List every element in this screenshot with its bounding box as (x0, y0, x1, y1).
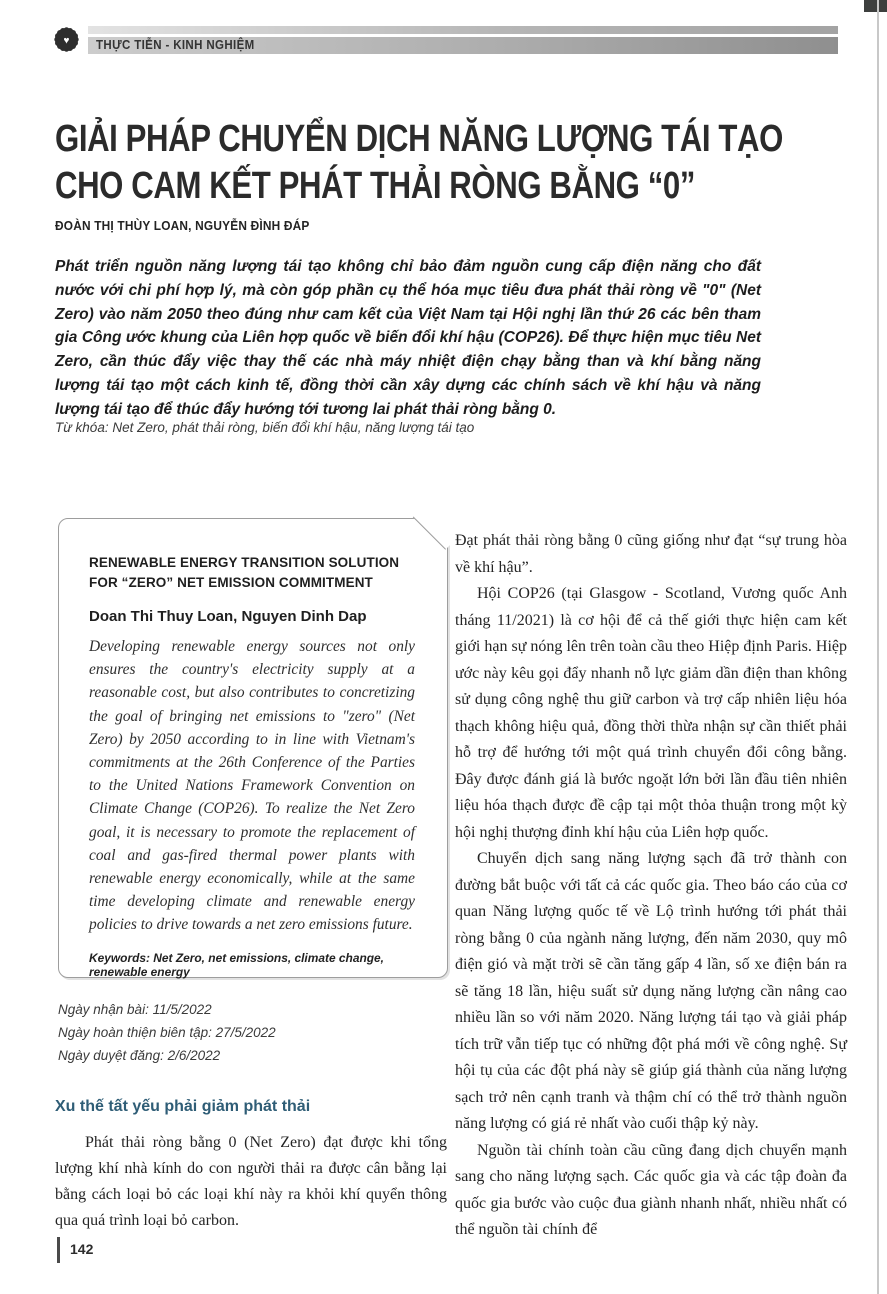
body-paragraph: Phát thải ròng bằng 0 (Net Zero) đạt được khi tổng lượng khí nhà kính do con người thải ra được cân bằng lại bằng cách loại bỏ các loại khí này ra khỏi khí quyển thông qua quá trình loại bỏ carbon. (55, 1134, 447, 1229)
article-title (55, 116, 783, 210)
date-received: Ngày nhận bài: 11/5/2022 (58, 1002, 212, 1017)
body-paragraph: Đạt phát thải ròng bằng 0 cũng giống như đạt “sự trung hòa về khí hậu”. (455, 532, 847, 576)
left-column-body (55, 1130, 447, 1234)
section-tagline: THỰC TIỄN - KINH NGHIỆM (96, 38, 255, 52)
svg-text:♥: ♥ (63, 35, 70, 47)
article-authors: ĐOÀN THỊ THÙY LOAN, NGUYỄN ĐÌNH ĐÁP (55, 219, 310, 233)
english-abstract-title (89, 553, 415, 593)
scan-edge-dark-corner (864, 0, 887, 12)
article-title-line1: GIẢI PHÁP CHUYỂN DỊCH NĂNG LƯỢNG TÁI TẠO (55, 118, 783, 160)
right-column-body (455, 528, 847, 1244)
body-paragraph: Chuyển dịch sang năng lượng sạch đã trở thành con đường bắt buộc với tất cả các quốc gia. Theo báo cáo của cơ quan Năng lượng quốc tế về Lộ trình hướng tới phát thải ròng bằng 0 của ngành năng lượng, đến năm 2030, quy mô điện gió và mặt trời sẽ cần tăng gấp 4 lần, số xe điện bán ra sẽ tăng 18 lần, hiệu suất sử dụng năng lượng cần nâng cao nhiều lần so với năm 2020. Năng lượng tái tạo và giải pháp tích trữ vẫn tiếp tục có những đột phá mới về công nghệ. Sự hội tụ của các đột phá này sẽ giúp giá thành của năng lượng sạch trở nên cạnh tranh và thậm chí có thể trở thành nguồn năng lượng có giá rẻ nhất vào cuối thập kỷ này. (455, 850, 847, 1132)
date-revised: Ngày hoàn thiện biên tập: 27/5/2022 (58, 1025, 276, 1040)
english-abstract-authors: Doan Thi Thuy Loan, Nguyen Dinh Dap (89, 608, 367, 625)
submission-dates (58, 998, 276, 1067)
abstract-vietnamese: Phát triển nguồn năng lượng tái tạo không chỉ bảo đảm nguồn cung cấp điện năng cho đất nước với chi phí hợp lý, mà còn góp phần cụ thể hóa mục tiêu đưa phát thải ròng về "0" (Net Zero) vào năm 2050 theo đúng như cam kết của Việt Nam tại Hội nghị lần thứ 26 các bên tham gia Công ước khung của Liên hợp quốc về biến đổi khí hậu (COP26). Để thực hiện mục tiêu Net Zero, cần thúc đẩy việc thay thế các nhà máy nhiệt điện chạy bằng than và khí bằng năng lượng tái tạo một cách kinh tế, đồng thời cần xây dựng các chính sách về khí hậu và năng lượng tái tạo để thúc đẩy hướng tới tương lai phát thải ròng bằng 0. (55, 258, 761, 418)
body-paragraph: Nguồn tài chính toàn cầu cũng đang dịch chuyển mạnh sang cho năng lượng sạch. Các quốc gia và các tập đoàn đa quốc gia bước vào cuộc đua giành nhanh nhất, nhiều nhất có thể nguồn tài chính để (455, 1141, 847, 1238)
scan-edge-line (877, 0, 879, 1294)
article-title-line2: CHO CAM KẾT PHÁT THẢI RÒNG BẰNG “0” (55, 165, 696, 207)
date-accepted: Ngày duyệt đăng: 2/6/2022 (58, 1048, 221, 1063)
body-paragraph: Hội COP26 (tại Glasgow - Scotland, Vương quốc Anh tháng 11/2021) là cơ hội để cả thế giới thực hiện cam kết giới hạn sự nóng lên trên toàn cầu theo Hiệp định Paris. Hiệp ước này kêu gọi đẩy nhanh nỗ lực giảm dần điện than không sử dụng công nghệ thu giữ carbon và trợ cấp nhiên liệu hóa thạch không hiệu quả, đồng thời thừa nhận sự cần thiết phải hỗ trợ để hướng tới một quá trình chuyển đổi công bằng. Đây được đánh giá là bước ngoặt lớn bởi lần đầu tiên nhiên liệu hóa thạch được đề cập tại một thỏa thuận trong một kỳ hội nghị thượng đỉnh khí hậu của Liên hợp quốc. (455, 585, 847, 841)
english-abstract-title-line1: RENEWABLE ENERGY TRANSITION SOLUTION (89, 555, 400, 570)
english-abstract-title-line2: FOR “ZERO” NET EMISSION COMMITMENT (89, 575, 373, 590)
keywords-english: Keywords: Net Zero, net emissions, climate change, renewable energy (89, 950, 384, 979)
header-band-top (88, 26, 838, 34)
gear-flower-icon (52, 25, 81, 54)
english-abstract-box (58, 518, 448, 978)
english-abstract-text: Developing renewable energy sources not only ensures the country's electricity supply at a reasonable cost, but also contributes to concretizing the goal of bringing net emissions to "zero" (Net Zero) by 2050 according to in line with Vietnam's commitments at the 26th Conference of the Parties to the United Nations Framework Convention on Climate Change (COP26). To realize the Net Zero goal, it is necessary to promote the replacement of coal and gas-fired thermal power plants with renewable energy economically, while at the same time developing climate and renewable energy policies to drive towards a net zero emissions future. (89, 638, 415, 934)
page-number: 142 (70, 1241, 94, 1257)
page-number-bar (57, 1237, 60, 1263)
keywords-vietnamese: Từ khóa: Net Zero, phát thải ròng, biến đổi khí hậu, năng lượng tái tạo (55, 420, 475, 435)
section-heading: Xu thế tất yếu phải giảm phát thải (55, 1098, 311, 1115)
